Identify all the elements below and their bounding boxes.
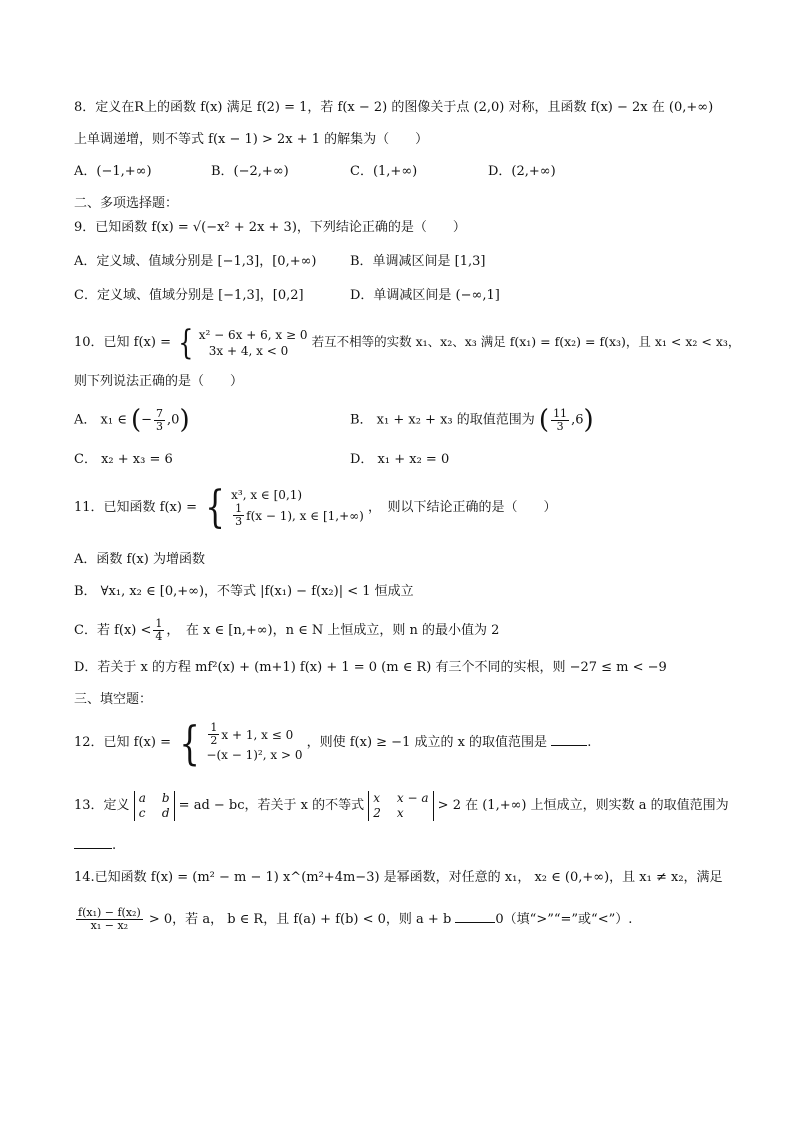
q12-cases <box>206 722 302 763</box>
q8-line2: 上单调递增，则不等式 f(x − 1) > 2x + 1 的解集为（ ） <box>74 132 429 147</box>
q10-option-b-rparen: ) <box>583 405 594 435</box>
q12-line <box>74 714 734 772</box>
q10-brace: { <box>178 322 194 363</box>
q11-option-d: D．若关于 x 的方程 mf²(x) + (m+1) f(x) + 1 = 0 (m ∈ R) 有三个不同的实根，则 −27 ≤ m < −9 <box>74 660 667 675</box>
q10-option-a-rparen: ) <box>179 405 190 435</box>
q9-option-a: A．定义域、值域分别是 [−1,3]，[0,+∞) <box>74 254 317 269</box>
q12-end: . <box>587 735 592 750</box>
q10-line1 <box>74 322 741 363</box>
q11-option-c-post: ， 在 x ∈ [n,+∞)，n ∈ N 上恒成立，则 n 的最小值为 2 <box>166 623 500 638</box>
q10-option-b-fraction <box>551 408 569 433</box>
q10-suffix: 若互不相等的实数 x₁、x₂、x₃ 满足 f(x₁) = f(x₂) = f(x₃)，且 x₁ < x₂ < x₃， <box>311 334 741 349</box>
q14-line1: 14.已知函数 f(x) = (m² − m − 1) x^(m²+4m−3) 是幂函数，对任意的 x₁， x₂ ∈ (0,+∞)，且 x₁ ≠ x₂，满足 <box>74 870 723 885</box>
q13-det2-12: x − a <box>396 790 429 805</box>
q8-option-b: B．(−2,+∞) <box>211 164 289 179</box>
q10-option-d: D． x₁ + x₂ = 0 <box>350 452 450 467</box>
q12-brace: { <box>179 715 201 770</box>
q10-case-2: 3x + 4, x < 0 <box>208 343 289 358</box>
q11-option-a: A．函数 f(x) 为增函数 <box>74 552 205 567</box>
q10-option-b-prefix: B． x₁ + x₂ + x₃ 的取值范围为 <box>350 412 535 428</box>
q11-option-c <box>74 614 734 648</box>
q11-case-2-num: 1 <box>235 502 243 515</box>
q13-det1-c: c <box>138 805 146 820</box>
q11-suffix: ， 则以下结论正确的是（ ） <box>367 500 557 515</box>
q10-piecewise <box>175 322 308 363</box>
q14-line2-end: 0（填“>”“=”或“<”）. <box>495 912 633 927</box>
q11-prefix: 11．已知函数 f(x) = <box>74 500 197 515</box>
q13-prefix: 13．定义 <box>74 798 130 813</box>
q10-option-c: C． x₂ + x₃ = 6 <box>74 452 173 467</box>
q13-determinant-def <box>134 791 175 821</box>
q11-option-c-prefix: C．若 f(x) < <box>74 623 152 638</box>
q9-option-c: C．定义域、值域分别是 [−1,3]，[0,2] <box>74 288 304 303</box>
q12-case-2: −(x − 1)², x > 0 <box>206 748 303 762</box>
q8-option-c: C．(1,+∞) <box>350 164 418 179</box>
q11-case-2-fraction <box>233 503 244 528</box>
q13-det1-a: a <box>138 790 146 805</box>
q8-option-a: A．(−1,+∞) <box>74 164 152 179</box>
q11-case-2 <box>231 503 364 528</box>
q14-frac-num: f(x₁) − f(x₂) <box>78 906 141 919</box>
q12-case-1-rest: x + 1, x ≤ 0 <box>221 727 294 742</box>
section-2-title: 二、多项选择题： <box>74 196 179 211</box>
q10-option-a-post: ,0 <box>167 412 180 428</box>
q10-option-b-num: 11 <box>553 406 568 420</box>
q12-case-1-num: 1 <box>210 721 218 734</box>
q10-prefix: 10．已知 f(x) = <box>74 335 171 350</box>
q11-case-2-rest: f(x − 1), x ∈ [1,+∞) <box>246 508 364 523</box>
q10-option-a-minus: − <box>141 412 153 428</box>
q13-det2-21: 2 <box>373 805 381 820</box>
q13-line1 <box>74 786 734 826</box>
q13-determinant-ineq <box>368 791 433 821</box>
section-3-title: 三、填空题： <box>74 692 153 707</box>
q11-cases <box>231 487 364 528</box>
q13-mid: = ad − bc，若关于 x 的不等式 <box>178 798 365 813</box>
q10-option-b-post: ,6 <box>571 412 584 428</box>
q14-frac-den: x₁ − x₂ <box>90 919 129 932</box>
q10-cases <box>199 327 308 359</box>
q12-suffix: ，则使 f(x) ≥ −1 成立的 x 的取值范围是 <box>306 735 548 750</box>
q10-option-b-den: 3 <box>556 419 564 433</box>
q11-option-c-den: 4 <box>155 630 163 643</box>
q9-option-b: B．单调减区间是 [1,3] <box>350 254 486 269</box>
q10-option-b-lparen: ( <box>538 405 550 435</box>
q14-line2-rest: > 0，若 a， b ∈ R，且 f(a) + f(b) < 0，则 a + b <box>148 912 452 927</box>
q12-case-1-fraction <box>208 722 219 747</box>
q8-line1: 8．定义在R上的函数 f(x) 满足 f(2) = 1，若 f(x − 2) 的图像关于点 (2,0) 对称，且函数 f(x) − 2x 在 (0,+∞) <box>74 100 714 115</box>
q14-fraction <box>76 907 143 932</box>
q11-option-b: B． ∀x₁, x₂ ∈ [0,+∞)，不等式 |f(x₁) − f(x₂)| < 1 恒成立 <box>74 584 414 599</box>
q11-case-2-den: 3 <box>235 515 243 528</box>
q12-case-1 <box>206 722 302 747</box>
q11-case-1: x³, x ∈ [0,1) <box>231 488 303 502</box>
q13-line2 <box>74 834 734 856</box>
q10-option-a-den: 3 <box>156 419 164 433</box>
q13-det1-d: d <box>161 805 170 820</box>
q12-answer-blank[interactable] <box>551 731 587 746</box>
q10-case-1: x² − 6x + 6, x ≥ 0 <box>198 327 308 342</box>
q10-option-a-num: 7 <box>156 406 164 420</box>
q14-answer-blank[interactable] <box>455 908 495 923</box>
q10-option-a-lparen: ( <box>130 405 142 435</box>
q11-line1 <box>74 480 734 536</box>
q13-end: . <box>112 838 117 853</box>
q13-answer-blank[interactable] <box>74 834 112 849</box>
q10-option-a <box>74 400 190 441</box>
q12-prefix: 12．已知 f(x) = <box>74 735 171 750</box>
q10-line2: 则下列说法正确的是（ ） <box>74 374 244 389</box>
q12-piecewise <box>175 715 303 770</box>
q9-option-d: D．单调减区间是 (−∞,1] <box>350 288 500 303</box>
q10-option-b <box>350 400 594 441</box>
q8-option-d: D．(2,+∞) <box>488 164 556 179</box>
q13-det2-11: x <box>373 790 381 805</box>
q10-option-a-fraction <box>154 408 165 433</box>
q11-brace: { <box>205 481 225 533</box>
q10-option-a-prefix: A． x₁ ∈ <box>74 412 127 428</box>
q11-option-c-num: 1 <box>155 617 163 630</box>
q9-stem: 9．已知函数 f(x) = √(−x² + 2x + 3)，下列结论正确的是（ ） <box>74 220 466 235</box>
q11-piecewise <box>201 481 364 533</box>
q11-option-c-fraction <box>153 618 164 643</box>
q13-suffix: > 2 在 (1,+∞) 上恒成立，则实数 a 的取值范围为 <box>437 798 729 813</box>
q12-case-1-den: 2 <box>210 734 218 747</box>
q13-det2-22: x <box>396 805 404 820</box>
q13-det1-b: b <box>161 790 170 805</box>
q14-line2 <box>74 900 734 940</box>
